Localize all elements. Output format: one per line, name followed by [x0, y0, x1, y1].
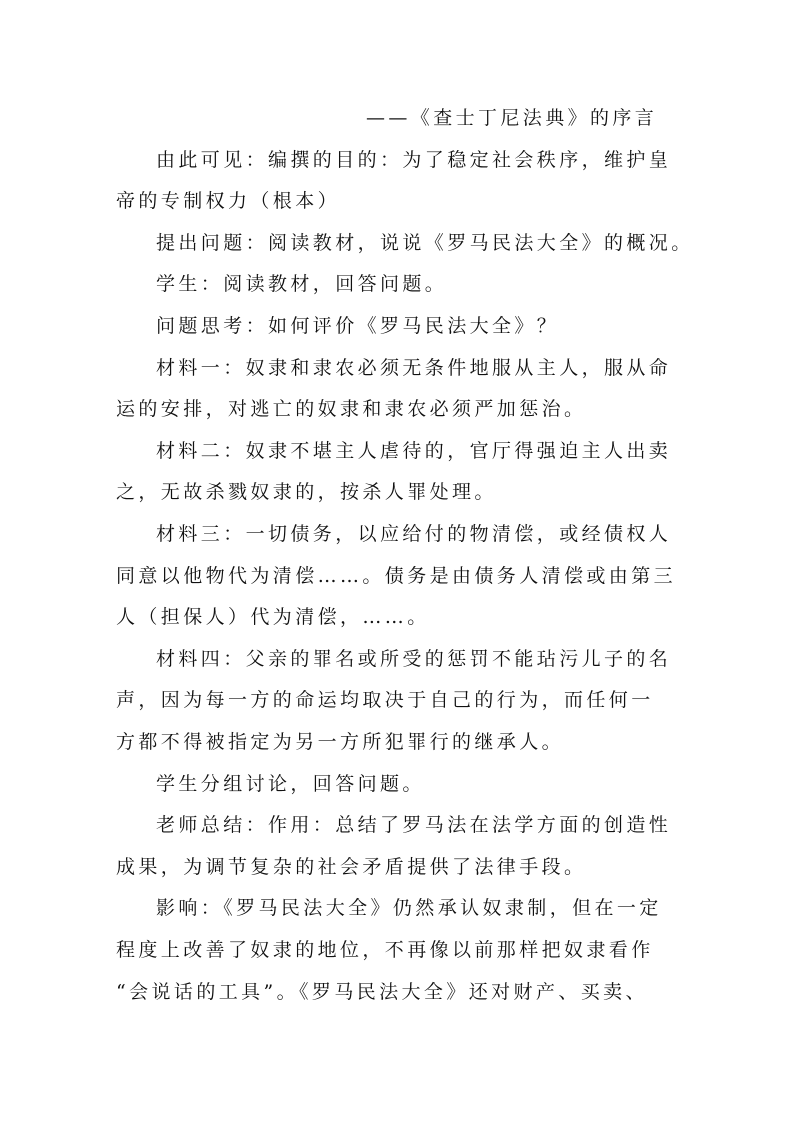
paragraph-teacher-summary-line-2: 成果，为调节复杂的社会矛盾提供了法律手段。	[116, 856, 587, 878]
paragraph-thinking-line-1: 问题思考：如何评价《罗马民法大全》？	[156, 315, 560, 337]
paragraph-influence-line-3: “会说话的工具”。《罗马民法大全》还对财产、买卖、	[116, 981, 648, 1003]
source-attribution: ——《查士丁尼法典》的序言	[366, 107, 658, 129]
paragraph-purpose-line-2: 帝的专制权力（根本）	[116, 190, 341, 212]
paragraph-purpose-line-1: 由此可见：编撰的目的：为了稳定社会秩序，维护皇	[156, 149, 672, 171]
paragraph-material-3-line-1: 材料三：一切债务，以应给付的物清偿，或经债权人	[156, 523, 672, 545]
paragraph-influence-line-1: 影响：《罗马民法大全》仍然承认奴隶制，但在一定	[156, 897, 662, 919]
paragraph-influence-line-2: 程度上改善了奴隶的地位，不再像以前那样把奴隶看作	[116, 939, 654, 961]
paragraph-material-4-line-2: 声，因为每一方的命运均取决于自己的行为，而任何一	[116, 689, 654, 711]
paragraph-material-4-line-1: 材料四：父亲的罪名或所受的惩罚不能玷污儿子的名	[156, 648, 672, 670]
paragraph-material-2-line-2: 之，无故杀戮奴隶的，按杀人罪处理。	[116, 481, 497, 503]
paragraph-group-discussion-line-1: 学生分组讨论，回答问题。	[156, 773, 425, 795]
paragraph-student-read-line-1: 学生：阅读教材，回答问题。	[156, 273, 448, 295]
paragraph-teacher-summary-line-1: 老师总结：作用：总结了罗马法在法学方面的创造性	[156, 814, 672, 836]
paragraph-material-3-line-2: 同意以他物代为清偿……。债务是由债务人清偿或由第三	[116, 565, 677, 587]
paragraph-material-1-line-2: 运的安排，对逃亡的奴隶和隶农必须严加惩治。	[116, 398, 587, 420]
paragraph-material-4-line-3: 方都不得被指定为另一方所犯罪行的继承人。	[116, 731, 565, 753]
paragraph-material-2-line-1: 材料二：奴隶不堪主人虐待的，官厅得强迫主人出卖	[156, 440, 672, 462]
paragraph-material-1-line-1: 材料一：奴隶和隶农必须无条件地服从主人，服从命	[156, 357, 672, 379]
paragraph-material-3-line-3: 人（担保人）代为清偿，……。	[116, 606, 430, 628]
paragraph-question-line-1: 提出问题：阅读教材，说说《罗马民法大全》的概况。	[156, 232, 694, 254]
